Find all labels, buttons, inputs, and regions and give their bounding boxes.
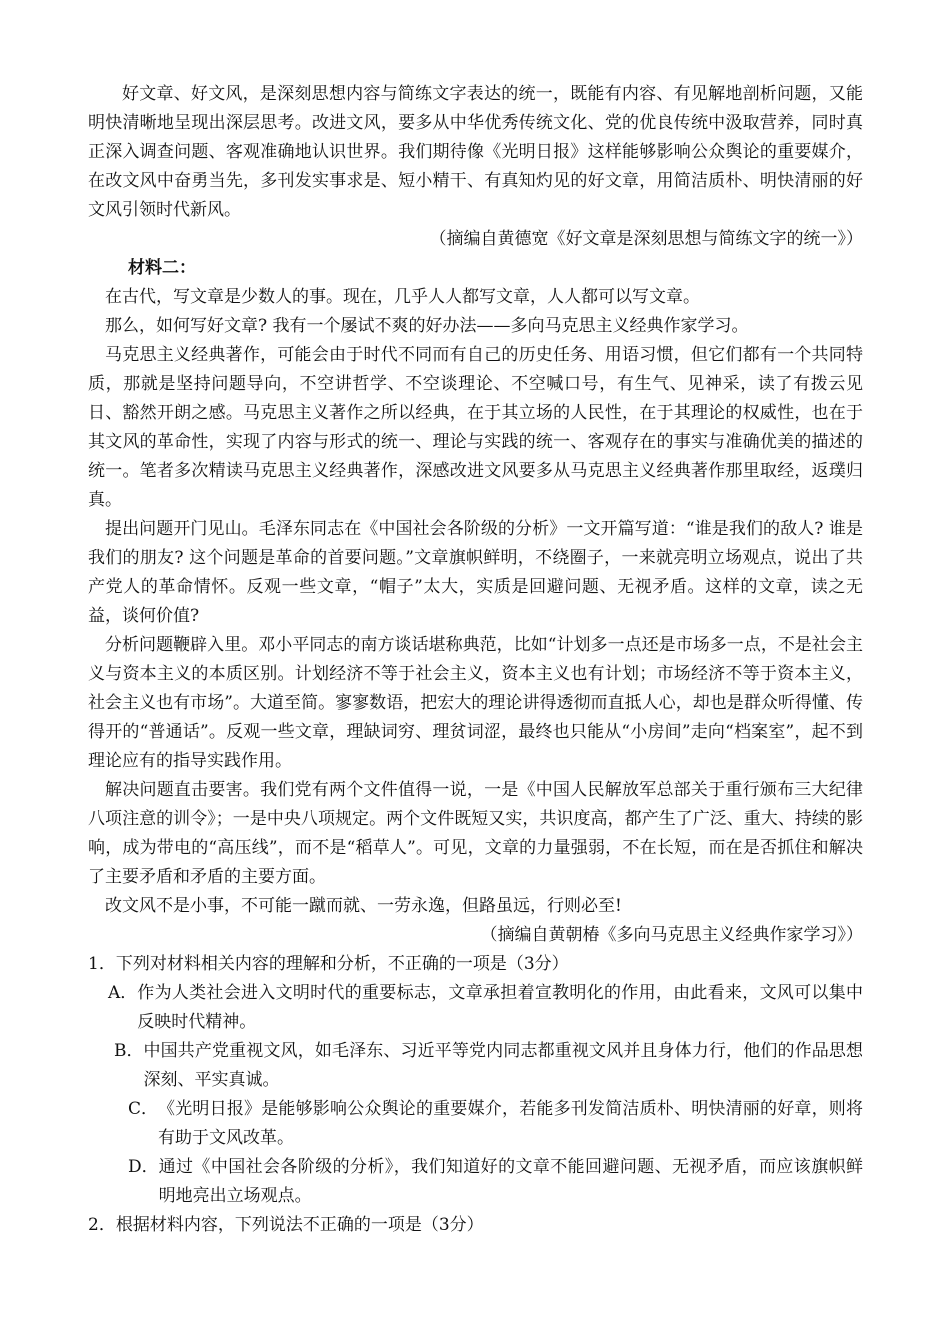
material-two-paragraph: 提出问题开门见山。毛泽东同志在《中国社会各阶级的分析》一文开篇写道：“谁是我们的敌人? 谁是我们的朋友? 这个问题是革命的首要问题。”文章旗帜鲜明，不绕圈子，一来就亮明立场观点，说出了共产党人的革命情怀。反观一些文章，“帽子”太大，实质是回避问题、无视矛盾。这样的文章，读之无益，谈何价值? bbox=[88, 519, 863, 626]
question-one-stem: 1．下列对材料相关内容的理解和分析，不正确的一项是（3分） bbox=[88, 954, 569, 974]
material-two-paragraph: 在古代，写文章是少数人的事。现在，几乎人人都写文章，人人都可以写文章。 bbox=[105, 287, 700, 307]
option-text: 通过《中国社会各阶级的分析》，我们知道好的文章不能回避问题、无视矛盾，而应该旗帜鲜明地亮出立场观点。 bbox=[158, 1157, 863, 1206]
option-text: 中国共产党重视文风，如毛泽东、习近平等党内同志都重视文风并且身体力行，他们的作品思想深刻、平实真诚。 bbox=[143, 1041, 863, 1090]
question-one-option-d bbox=[88, 1153, 863, 1211]
question-two-stem: 2．根据材料内容，下列说法不正确的一项是（3分） bbox=[88, 1215, 484, 1235]
material-two-paragraph: 改文风不是小事，不可能一蹴而就、一劳永逸，但路虽远，行则必至! bbox=[105, 896, 622, 916]
material-two-paragraph: 马克思主义经典著作，可能会由于时代不同而有自己的历史任务、用语习惯，但它们都有一个共同特质，那就是坚持问题导向，不空讲哲学、不空谈理论、不空喊口号，有生气、见神采，读了有拨云见日、豁然开朗之感。马克思主义著作之所以经典，在于其立场的人民性，在于其理论的权威性，也在于其文风的革命性，实现了内容与形式的统一、理论与实践的统一、客观存在的事实与准确优美的描述的统一。笔者多次精读马克思主义经典著作，深感改进文风要多从马克思主义经典著作那里取经，返璞归真。 bbox=[88, 345, 863, 510]
option-text: 作为人类社会进入文明时代的重要标志，文章承担着宣教明化的作用，由此看来，文风可以集中反映时代精神。 bbox=[137, 983, 863, 1032]
material-two-heading: 材料二： bbox=[128, 258, 196, 278]
material-one-source: （摘编自黄德宽《好文章是深刻思想与简练文字的统一》） bbox=[429, 229, 863, 249]
option-label: B． bbox=[114, 1041, 144, 1061]
material-two-paragraph: 那么，如何写好文章? 我有一个屡试不爽的好办法——多向马克思主义经典作家学习。 bbox=[105, 316, 749, 336]
option-label: C． bbox=[128, 1099, 159, 1119]
material-two-paragraph: 解决问题直击要害。我们党有两个文件值得一说，一是《中国人民解放军总部关于重行颁布三大纪律八项注意的训令》；一是中央八项规定。两个文件既短又实，共识度高，都产生了广泛、重大、持续的影响，成为带电的“高压线”，而不是“稻草人”。可见，文章的力量强弱，不在长短，而在是否抓住和解决了主要矛盾和矛盾的主要方面。 bbox=[88, 780, 863, 887]
document-page bbox=[88, 80, 863, 1240]
question-one-option-c bbox=[88, 1095, 863, 1153]
option-text: 《光明日报》是能够影响公众舆论的重要媒介，若能多刊发简洁质朴、明快清丽的好章，则将有助于文风改革。 bbox=[158, 1099, 863, 1148]
question-one-option-a bbox=[88, 979, 863, 1037]
question-one-option-b bbox=[88, 1037, 863, 1095]
option-label: A． bbox=[108, 983, 138, 1003]
material-two-source: （摘编自黄朝椿《多向马克思主义经典作家学习》） bbox=[480, 925, 863, 945]
material-two-paragraph: 分析问题鞭辟入里。邓小平同志的南方谈话堪称典范，比如“计划多一点还是市场多一点，不是社会主义与资本主义的本质区别。计划经济不等于社会主义，资本主义也有计划；市场经济不等于资本主义，社会主义也有市场”。大道至简。寥寥数语，把宏大的理论讲得透彻而直抵人心，却也是群众听得懂、传得开的“普通话”。反观一些文章，理缺词穷、理贫词涩，最终也只能从“小房间”走向“档案室”，起不到理论应有的指导实践作用。 bbox=[88, 635, 863, 771]
material-one-paragraph: 好文章、好文风，是深刻思想内容与简练文字表达的统一，既能有内容、有见解地剖析问题，又能明快清晰地呈现出深层思考。改进文风，要多从中华优秀传统文化、党的优良传统中汲取营养，同时真正深入调查问题、客观准确地认识世界。我们期待像《光明日报》这样能够影响公众舆论的重要媒介，在改文风中奋勇当先，多刊发实事求是、短小精干、有真知灼见的好文章，用简洁质朴、明快清丽的好文风引领时代新风。 bbox=[88, 84, 863, 220]
option-label: D． bbox=[128, 1157, 159, 1177]
